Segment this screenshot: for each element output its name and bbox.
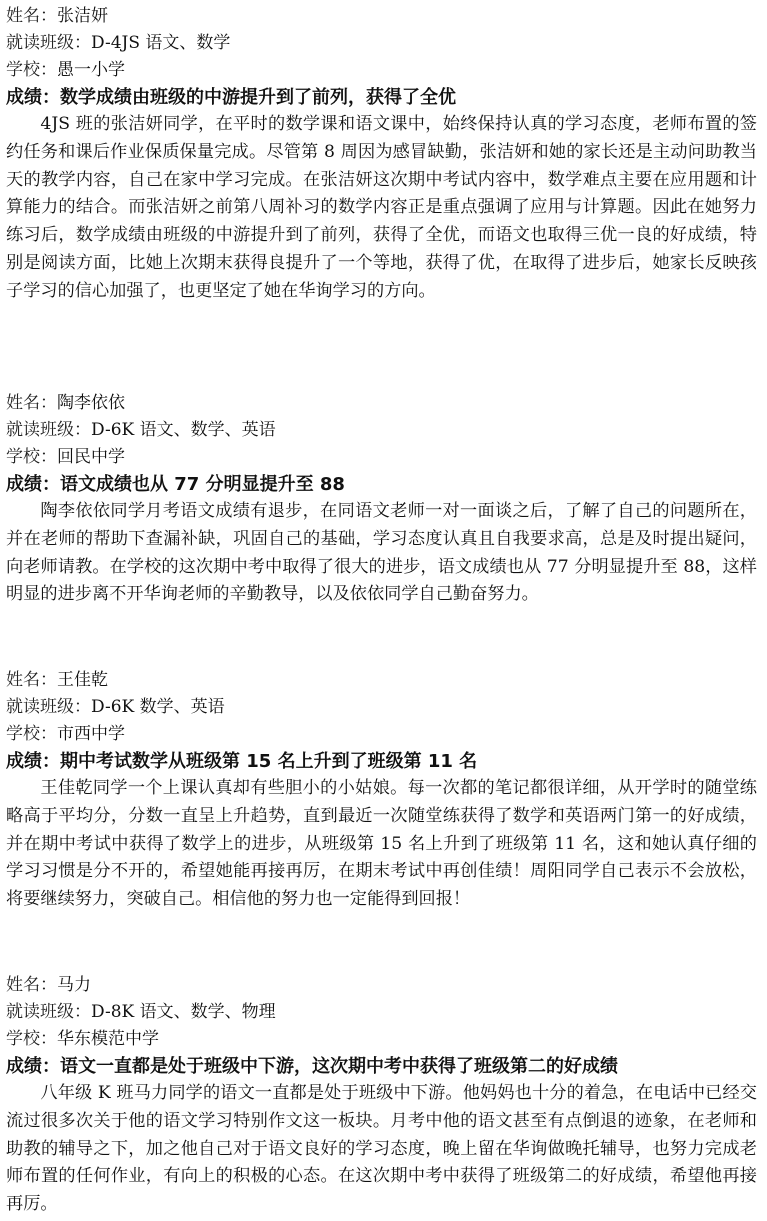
student-name: 陶李依依 [57, 393, 125, 413]
result-description: 4JS 班的张洁妍同学，在平时的数学课和语文课中，始终保持认真的学习态度，老师布置的签约任务和课后作业保质保量完成。尽管第 8 周因为感冒缺勤，张洁妍和她的家长还是主动问助教当天的教学内容，自己在家中学习完成。在张洁妍这次期中考试内容中，数学难点主要在应用题和计算能力的结合。而张洁妍之前第八周补习的数学内容正是重点强调了应用与计算题。因此在她努力练习后，数学成绩由班级的中游提升到了前列，获得了全优，而语文也取得三优一良的好成绩，特别是阅读方面，比她上次期末获得良提升了一个等地，获得了优，在取得了进步后，她家长反映孩子学习的信心加强了，也更坚定了她在华询学习的方向。 [6, 114, 757, 301]
class-line: 就读班级：D-4JS 语文、数学 [6, 33, 231, 53]
student-entry-4 [6, 972, 757, 1219]
class-line: 就读班级：D-6K 数学、英语 [6, 697, 225, 717]
name-line: 姓名：张洁妍 [6, 6, 108, 26]
result-text: 语文成绩也从 77 分明显提升至 88 [60, 474, 345, 495]
school-name: 回民中学 [57, 447, 125, 467]
student-entry-2 [6, 390, 757, 609]
name-line: 姓名：陶李依依 [6, 393, 125, 413]
student-entry-1 [6, 3, 757, 306]
result-description: 王佳乾同学一个上课认真却有些胆小的小姑娘。每一次都的笔记都很详细，从开学时的随堂练略高于平均分，分数一直呈上升趋势，直到最近一次随堂练获得了数学和英语两门第一的好成绩，并在期中考试中获得了数学上的进步，从班级第 15 名上升到了班级第 11 名，这和她认真仔细的学习习惯是分不开的，希望她能再接再厉，在期末考试中再创佳绩！周阳同学自己表示不会放松，将要继续努力，突破自己。相信他的努力也一定能得到回报！ [6, 778, 757, 910]
result-text: 语文一直都是处于班级中下游，这次期中考中获得了班级第二的好成绩 [60, 1056, 618, 1077]
result-headline: 成绩：期中考试数学从班级第 15 名上升到了班级第 11 名 [6, 751, 478, 772]
school-line: 学校：回民中学 [6, 447, 125, 467]
student-name: 马力 [57, 975, 91, 995]
class-line: 就读班级：D-6K 语文、数学、英语 [6, 420, 276, 440]
school-line: 学校：市西中学 [6, 724, 125, 744]
class-info: D-8K 语文、数学、物理 [91, 1002, 276, 1022]
school-line: 学校：华东模范中学 [6, 1029, 159, 1049]
school-name: 市西中学 [57, 724, 125, 744]
school-name: 愚一小学 [57, 60, 125, 80]
student-name: 王佳乾 [57, 670, 108, 690]
result-headline: 成绩：数学成绩由班级的中游提升到了前列，获得了全优 [6, 87, 456, 108]
result-description: 八年级 K 班马力同学的语文一直都是处于班级中下游。他妈妈也十分的着急，在电话中已经交流过很多次关于他的语文学习特别作文这一板块。月考中他的语文甚至有点倒退的迹象，在老师和助教的辅导之下，加之他自己对于语文良好的学习态度，晚上留在华询做晚托辅导，也努力完成老师布置的任何作业，有向上的积极的心态。在这次期中考中获得了班级第二的好成绩，希望他再接再厉。 [6, 1083, 757, 1215]
class-info: D-6K 数学、英语 [91, 697, 225, 717]
class-info: D-4JS 语文、数学 [91, 33, 231, 53]
student-name: 张洁妍 [57, 6, 108, 26]
result-headline: 成绩：语文一直都是处于班级中下游，这次期中考中获得了班级第二的好成绩 [6, 1056, 618, 1077]
result-text: 期中考试数学从班级第 15 名上升到了班级第 11 名 [60, 751, 478, 772]
class-info: D-6K 语文、数学、英语 [91, 420, 276, 440]
school-line: 学校：愚一小学 [6, 60, 125, 80]
result-headline: 成绩：语文成绩也从 77 分明显提升至 88 [6, 474, 345, 495]
name-line: 姓名：马力 [6, 975, 91, 995]
class-line: 就读班级：D-8K 语文、数学、物理 [6, 1002, 276, 1022]
school-name: 华东模范中学 [57, 1029, 159, 1049]
student-entry-3 [6, 667, 757, 914]
result-description: 陶李依依同学月考语文成绩有退步，在同语文老师一对一面谈之后，了解了自己的问题所在，并在老师的帮助下查漏补缺，巩固自己的基础，学习态度认真且自我要求高，总是及时提出疑问，向老师请教。在学校的这次期中考中取得了很大的进步，语文成绩也从 77 分明显提升至 88，这样明显的进步离不开华询老师的辛勤教导，以及依依同学自己勤奋努力。 [6, 501, 757, 605]
name-line: 姓名：王佳乾 [6, 670, 108, 690]
result-text: 数学成绩由班级的中游提升到了前列，获得了全优 [60, 87, 456, 108]
